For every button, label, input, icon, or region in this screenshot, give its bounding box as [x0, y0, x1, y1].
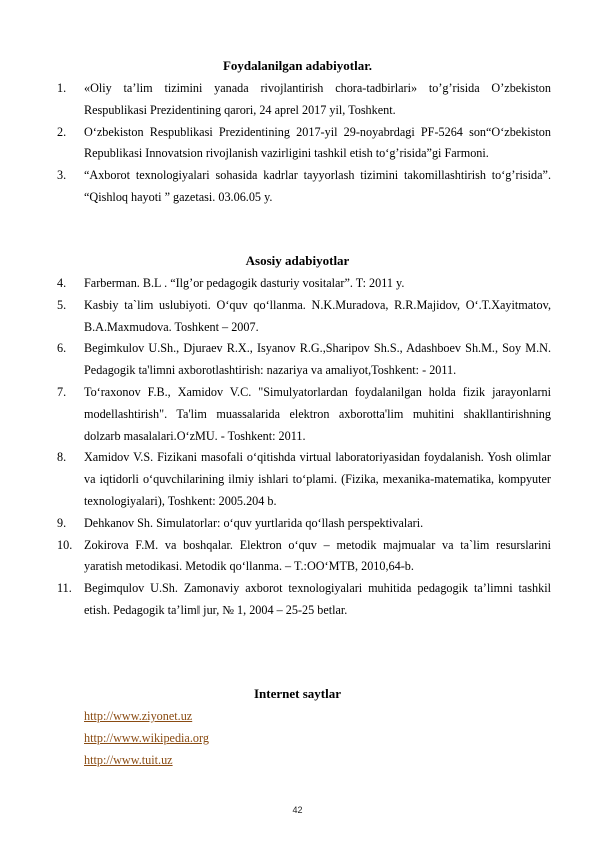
reference-number: 9. — [57, 515, 67, 530]
reference-text: “Axborot texnologiyalari sohasida kadrlar tayyorlash tizimini takomillashtirish to‘g’risida”. “Qishloq hayoti ” gazetasi. 03.06.05 y. — [84, 168, 551, 204]
reference-text: Begimqulov U.Sh. Zamonaviy axborot texnologiyalari muhitida pedagogik ta’limni tashkil etish. Pedagogik ta’lim‖ jur, № 1, 2004 – 25-25 betlar. — [84, 581, 551, 617]
reference-item — [57, 122, 551, 166]
basic-literature-heading: Asosiy adabiyotlar — [245, 253, 350, 268]
reference-item — [57, 78, 551, 122]
internet-sites-heading: Internet saytlar — [253, 686, 341, 701]
reference-item — [57, 578, 551, 622]
reference-number: 11. — [57, 581, 72, 596]
reference-item — [57, 535, 551, 579]
reference-text: Zokirova F.M. va boshqalar. Elektron o‘quv – metodik majmualar va ta`lim resurslarini yaratish metodikasi. Metodik qo‘llanma. – T.:OO‘MTB, 2010,64-b. — [84, 537, 551, 574]
reference-text: Begimkulov U.Sh., Djuraev R.X., Isyanov R.G.,Sharipov Sh.S., Adashboev Sh.M., Soy M.N. Pedagogik ta'limni axborotlashtirish: nazariya va amaliyot,Toshkent: - 2011. — [84, 341, 551, 378]
reference-item — [57, 295, 551, 339]
reference-number: 10. — [57, 537, 73, 552]
reference-item — [57, 165, 551, 209]
reference-text: Dehkanov Sh. Simulatorlar: o‘quv yurtlarida qo‘llash perspektivalari. — [84, 515, 424, 530]
reference-number: 4. — [57, 276, 67, 290]
reference-item — [57, 338, 551, 382]
reference-item — [57, 273, 551, 295]
reference-number: 2. — [57, 124, 67, 139]
reference-text: To‘raxonov F.B., Xamidov V.C. "Simulyatorlardan foydalanilgan holda fizik jarayonlarni modellashtirish". Ta'lim muassalarida elektron axborotta'lim muhitini shakllantirishning dolzarb masalalari.O‘zMU. - Toshkent: 2011. — [84, 384, 551, 443]
references-list-basic — [57, 273, 551, 622]
link-tuit[interactable]: http://www.tuit.uz — [84, 752, 173, 767]
references-heading: Foydalanilgan adabiyotlar. — [222, 58, 373, 73]
reference-number: 5. — [57, 297, 67, 312]
reference-number: 6. — [57, 341, 67, 356]
reference-text: «Oliy ta’lim tizimini yanada rivojlantirish chora-tadbirlari» to’g’risida O’zbekiston Respublikasi Prezidentining qarori, 24 aprel 2017 yil, Toshkent. — [84, 81, 551, 117]
page-number: 42 — [292, 805, 303, 815]
references-list-general — [57, 78, 551, 209]
reference-text: O‘zbekiston Respublikasi Prezidentining 2017-yil 29-noyabrdagi PF-5264 son“O‘zbekiston Republikasi Innovatsion rivojlanish vazirligini tashkil etish to‘g’risida”gi Farmoni. — [84, 124, 551, 161]
reference-item — [57, 513, 551, 535]
reference-item — [57, 382, 551, 447]
internet-links-list — [84, 706, 384, 771]
reference-text: Kasbiy ta`lim uslubiyoti. O‘quv qo‘llanma. N.K.Muradova, R.R.Majidov, O‘.T.Xayitmatov, B.A.Maxmudova. Toshkent – 2007. — [84, 297, 551, 334]
link-wikipedia[interactable]: http://www.wikipedia.org — [84, 730, 209, 745]
reference-number: 1. — [57, 81, 67, 95]
reference-item — [57, 447, 551, 512]
reference-number: 7. — [57, 384, 67, 399]
link-ziyonet[interactable]: http://www.ziyonet.uz — [84, 709, 193, 723]
reference-text: Farberman. B.L . “Ilg’or pedagogik dasturiy vositalar”. T: 2011 y. — [84, 276, 405, 290]
reference-text: Xamidov V.S. Fizikani masofali o‘qitishda virtual laboratoriyasidan foydalanish. Yosh olimlar va iqtidorli o‘quvchilarining ilmiy ishlari to‘plami. (Fizika, mexanika-matematika, kompyuter texnologiyalari), Toshkent: 2005.204 b. — [84, 450, 551, 508]
reference-number: 8. — [57, 450, 67, 465]
reference-number: 3. — [57, 168, 67, 183]
